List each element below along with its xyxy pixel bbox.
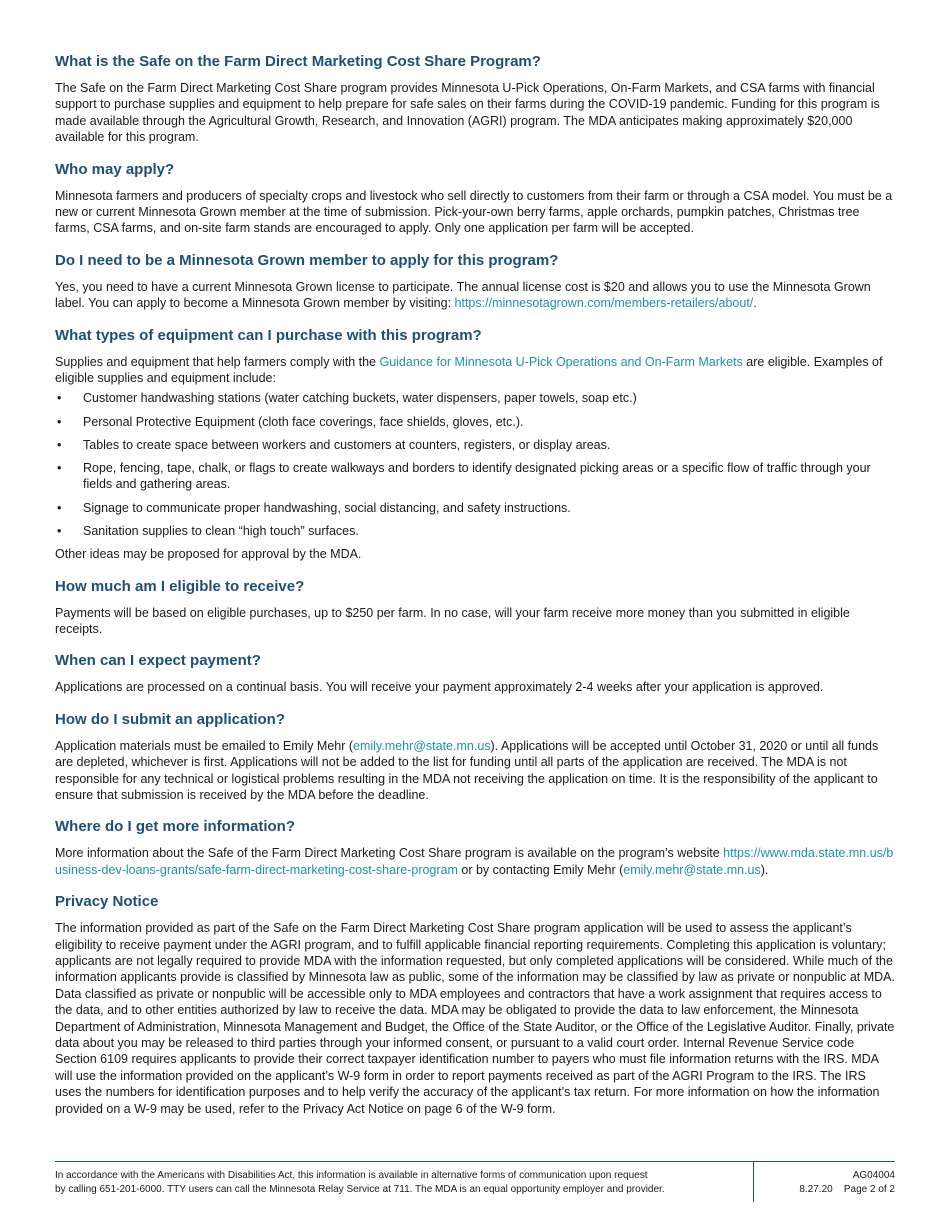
text-run: ). Applications will be accepted until October 31, 2020 or until all funds are depleted, whichever is first. Applications will not be added to the list for funding until all parts of the application are received. The MDA is not responsible for any technical or logistical problems resulting in the MDA not receiving the application on time. It is the responsibility of the applicant to ensure that submission is received by the MDA before the deadline. bbox=[55, 738, 879, 802]
page-footer bbox=[55, 1161, 895, 1202]
document-id: AG04004 bbox=[852, 1170, 895, 1181]
footer-divider bbox=[753, 1162, 754, 1202]
section-heading: How much am I eligible to receive? bbox=[55, 577, 305, 595]
guidance-link[interactable]: Guidance for Minnesota U-Pick Operations and On-Farm Markets bbox=[379, 354, 743, 369]
section-equipment bbox=[55, 326, 895, 563]
section-text bbox=[55, 845, 895, 878]
text-run: . bbox=[753, 296, 757, 311]
section-text bbox=[55, 279, 895, 312]
text-run: Yes, you need to have a current Minnesota Grown license to participate. The annual license cost is $20 and allows you to use the Minnesota Grown label. You can apply to become a Minnesota Grown member by visiting: bbox=[55, 279, 871, 311]
minnesota-grown-link[interactable]: https://minnesotagrown.com/members-retailers/about/ bbox=[454, 296, 754, 311]
section-payment bbox=[55, 651, 895, 695]
section-text bbox=[55, 354, 895, 387]
section-heading: Who may apply? bbox=[55, 160, 175, 178]
list-item: • Rope, fencing, tape, chalk, or flags to create walkways and borders to identify designated picking areas or a specific flow of traffic through your fields and gathering areas. bbox=[55, 460, 895, 493]
text-run: ). bbox=[760, 862, 769, 877]
list-item: • Personal Protective Equipment (cloth face coverings, face shields, gloves, etc.). bbox=[55, 414, 895, 430]
section-submit bbox=[55, 710, 895, 804]
section-who-may-apply bbox=[55, 160, 895, 237]
section-more-info bbox=[55, 817, 895, 878]
email-link[interactable]: emily.mehr@state.mn.us bbox=[353, 738, 491, 753]
section-heading: Where do I get more information? bbox=[55, 818, 296, 836]
section-heading: When can I expect payment? bbox=[55, 652, 261, 670]
ada-notice-line: by calling 651-201-6000. TTY users can call the Minnesota Relay Service at 711. The MDA is an equal opportunity employer and provider. bbox=[55, 1184, 665, 1195]
text-run: Application materials must be emailed to Emily Mehr ( bbox=[55, 738, 354, 753]
document-body bbox=[55, 52, 895, 1131]
section-program-overview bbox=[55, 52, 895, 146]
section-privacy bbox=[55, 892, 895, 1117]
section-heading: What is the Safe on the Farm Direct Marketing Cost Share Program? bbox=[55, 53, 541, 70]
section-eligibility-amount bbox=[55, 577, 895, 638]
document-date-page bbox=[765, 1183, 895, 1197]
section-text: Minnesota farmers and producers of specialty crops and livestock who sell directly to customers from their farm or through a CSA model. You must be a new or current Minnesota Grown member at the time of submission. Pick-your-own berry farms, apple orchards, pumpkin patches, Christmas tree farms, CSA farms, and on-site farm stands are encouraged to apply. Only one application per farm will be accepted. bbox=[55, 188, 893, 236]
section-text: Applications are processed on a continual basis. You will receive your payment approximately 2-4 weeks after your application is approved. bbox=[55, 680, 824, 695]
page-number: Page 2 of 2 bbox=[843, 1184, 895, 1195]
section-text: Payments will be based on eligible purchases, up to $250 per farm. In no case, will your farm receive more money than you submitted in eligible receipts. bbox=[55, 605, 850, 636]
section-heading: What types of equipment can I purchase with this program? bbox=[55, 326, 482, 344]
document-date: 8.27.20 bbox=[799, 1184, 833, 1195]
section-text: Other ideas may be proposed for approval by the MDA. bbox=[55, 547, 362, 562]
list-item: • Signage to communicate proper handwashing, social distancing, and safety instructions. bbox=[55, 500, 895, 516]
text-run: More information about the Safe of the Farm Direct Marketing Cost Share program is available on the program’s website bbox=[55, 846, 724, 861]
list-item: • Customer handwashing stations (water catching buckets, water dispensers, paper towels, soap etc.) bbox=[55, 390, 895, 406]
program-website-link[interactable]: https://www.mda.state.mn.us/business-dev-loans-grants/safe-farm-direct-marketing-cost-share-program bbox=[55, 846, 894, 877]
document-info bbox=[765, 1169, 895, 1197]
section-text bbox=[55, 738, 895, 804]
list-item: • Sanitation supplies to clean “high touch” surfaces. bbox=[55, 523, 895, 539]
ada-notice-line: In accordance with the Americans with Disabilities Act, this information is available in alternative forms of communication upon request bbox=[55, 1170, 648, 1181]
section-heading: Privacy Notice bbox=[55, 893, 159, 911]
section-heading: How do I submit an application? bbox=[55, 710, 286, 728]
text-run: Supplies and equipment that help farmers comply with the bbox=[55, 354, 380, 369]
section-membership bbox=[55, 251, 895, 312]
text-run: are eligible. Examples of eligible supplies and equipment include: bbox=[55, 354, 883, 386]
equipment-list bbox=[55, 390, 895, 539]
text-run: or by contacting Emily Mehr ( bbox=[457, 862, 624, 877]
email-link[interactable]: emily.mehr@state.mn.us bbox=[623, 862, 761, 877]
section-heading: Do I need to be a Minnesota Grown member to apply for this program? bbox=[55, 251, 559, 269]
section-text: The Safe on the Farm Direct Marketing Cost Share program provides Minnesota U-Pick Operations, On-Farm Markets, and CSA farms with financial support to purchase supplies and equipment to help prepare for safe sales on their farms during the COVID-19 pandemic. Funding for this program is made available through the Agricultural Growth, Research, and Innovation (AGRI) program. The MDA anticipates making approximately $20,000 available for this program. bbox=[55, 81, 880, 145]
ada-notice bbox=[55, 1169, 745, 1197]
list-item: • Tables to create space between workers and customers at counters, registers, or display areas. bbox=[55, 437, 895, 453]
section-text: The information provided as part of the Safe on the Farm Direct Marketing Cost Share program application will be used to assess the applicant’s eligibility to receive payment under the AGRI program, and to fulfill applicable financial reporting requirements. Completing this application is voluntary; applicants are not legally required to provide MDA with the information requested, but only completed applications will be considered. While much of the information applicants provide is classified by Minnesota law as public, some of the information may be classified by law as private or nonpublic at MDA. Data classified as private or nonpublic will be accessible only to MDA employees and contractors that have a work assignment that requires access to the data, and to other entities authorized by law to receive the data. MDA may be obligated to provide the data to law enforcement, the Minnesota Department of Administration, Minnesota Management and Budget, the Office of the State Auditor, or the Office of the Legislative Auditor. Finally, private data about you may be released to third parties through your informed consent, or pursuant to a valid court order. Internal Revenue Service code Section 6109 requires applicants to provide their correct taxpayer identification number to payers who must file information returns with the IRS. MDA will use the information provided on the applicant’s W-9 form in order to report payments received as part of the AGRI Program to the IRS. The IRS uses the numbers for identification purposes and to help verify the accuracy of the applicant’s tax return. For more information on how the information provided on a W-9 may be used, refer to the Privacy Act Notice on page 6 of the W-9 form. bbox=[55, 921, 895, 1116]
